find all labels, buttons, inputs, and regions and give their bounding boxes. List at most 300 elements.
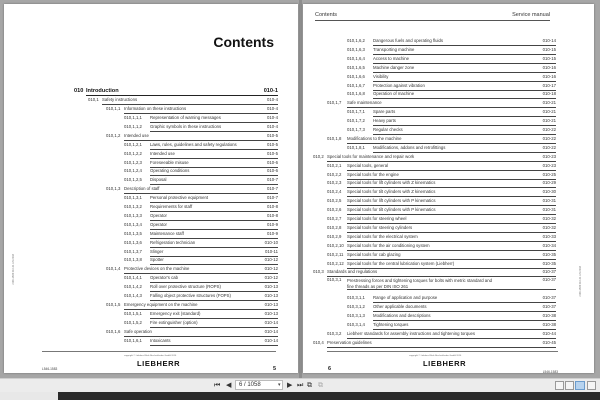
prev-page-button[interactable]: ◀ (226, 382, 232, 389)
toc-entry-title (347, 224, 556, 233)
toc-entry-title (150, 123, 278, 132)
toc-entry-text: Visibility (373, 73, 389, 79)
toc-entry-page: 010-4 (267, 97, 278, 103)
toc-entry-page: 010-16 (542, 73, 556, 79)
toc-entry-title (150, 167, 278, 176)
toc-entry[interactable] (347, 144, 556, 153)
toc-entry-number: 010,1,2,3 (124, 159, 142, 165)
toc-entry[interactable] (124, 123, 278, 132)
toc-entry-number: 010,3 (313, 269, 324, 275)
toc-entry-number: 010,3,1 (327, 277, 342, 283)
toc-entry-page: 010-12 (264, 275, 278, 281)
liebherr-logo: LIEBHERR (137, 359, 181, 368)
toc-entry-text: Special tools for tilt cylinders with P kinematics (347, 207, 436, 213)
toc-entry-number: 010,2,1 (327, 162, 342, 168)
toc-entry-number: 010,1,4,3 (124, 293, 142, 298)
toc-entry[interactable] (124, 337, 278, 346)
toc-entry-page: 010-16 (542, 64, 556, 70)
toc-entry[interactable] (347, 37, 556, 46)
toc-entry-number: 010,1,7 (327, 100, 342, 106)
toc-entry-title (150, 221, 278, 230)
toc-entry-text: Special tools for lift cylinders with P kinematics (347, 198, 436, 204)
toc-entry[interactable] (124, 248, 278, 257)
toc-entry[interactable] (347, 321, 556, 330)
toc-entry[interactable] (327, 251, 556, 260)
toc-entry-title (373, 144, 556, 153)
toc-entry-text: Modifications and descriptions (373, 313, 431, 319)
copyright-text: copyright © Liebherr-Werk Bischofshofen GmbH 2016 (409, 355, 462, 357)
toc-entry-number: 010,3,1,4 (347, 322, 365, 327)
toc-entry-text: Spare parts (373, 109, 396, 115)
toc-entry-text: Tightening torques (373, 322, 409, 327)
toc-entry-page: 010-25 (542, 171, 556, 177)
toc-entry-page: 010-22 (542, 135, 556, 141)
toc-entry[interactable] (327, 197, 556, 206)
toc-entry-number: 010,1,8 (327, 135, 342, 141)
toc-entry-title (327, 268, 556, 277)
toc-entry-number: 010,1,6,8 (347, 91, 365, 97)
toc-entry-text: Special tools, general (347, 162, 389, 168)
toc-entry-number: 010,1,3,8 (124, 257, 142, 263)
toc-entry-number: 010,1,3 (106, 186, 121, 192)
toc-entry[interactable] (124, 194, 278, 203)
toc-entry-title (150, 230, 278, 239)
toc-entry[interactable] (327, 188, 556, 197)
toc-entry[interactable] (327, 260, 556, 269)
toc-entry-number: 010,2,9 (327, 233, 342, 239)
toc-entry[interactable] (347, 73, 556, 82)
liebherr-logo: LIEBHERR (423, 359, 467, 368)
toc-entry-title (373, 55, 556, 64)
toc-entry[interactable] (327, 242, 556, 251)
taskbar (0, 392, 600, 400)
toc-entry-text: Slinger (150, 248, 164, 254)
toc-entry-text: Intended use (150, 150, 175, 156)
toc-entry-title (373, 90, 556, 99)
toc-entry-text: Spotter (150, 257, 164, 263)
toc-entry[interactable] (327, 224, 556, 233)
toc-entry-number: 010,1,3,3 (124, 212, 142, 218)
toc-entry-title (327, 339, 556, 348)
toc-entry[interactable] (106, 301, 278, 310)
toc-entry[interactable] (327, 233, 556, 242)
toc-entry[interactable] (124, 176, 278, 185)
toc-entry-page: 010-37 (542, 269, 556, 275)
toc-entry-title (150, 274, 278, 283)
toc-entry-number: 010,1,2 (106, 132, 121, 138)
toc-entry-title (150, 239, 278, 248)
toc-entry-text: Prestressing forces and tightening torques for bolts with metric standard and fine threads as per DIN ISO 261 (347, 278, 492, 289)
toc-entry[interactable] (124, 159, 278, 168)
toc-entry-number: 010,2,7 (327, 216, 342, 221)
taskbar-left-area (0, 392, 58, 400)
toc-entry-text: Heavy parts (373, 118, 396, 124)
toc-entry-number: 010,2,11 (327, 251, 344, 257)
toc-entry[interactable] (124, 212, 278, 221)
toc-entry[interactable] (313, 268, 556, 277)
toc-entry-text: Transporting machine (373, 46, 415, 52)
toc-entry-text: Protective devices on the machine (124, 266, 190, 272)
toc-entry[interactable] (327, 215, 556, 224)
toc-entry[interactable] (124, 274, 278, 283)
toc-entry-title (150, 194, 278, 203)
toc-entry-title (150, 248, 278, 257)
toc-entry-text: Operator (150, 221, 167, 227)
toc-entry-page: 010-14 (264, 337, 278, 343)
toc-entry-text: Operator (150, 212, 167, 218)
toc-entry-page: 010-44 (542, 330, 556, 336)
toc-entry[interactable] (124, 283, 278, 292)
toc-entry-number: 010,3,2 (327, 330, 342, 336)
toc-entry[interactable] (327, 179, 556, 188)
toc-entry-title (150, 283, 278, 292)
header-left: Contents (315, 12, 338, 18)
copy-page-icon[interactable]: ⧉ (307, 382, 312, 389)
toc-entry-text: Modifications, addons and retrofittings (373, 144, 446, 150)
toc-entry-text: Special tools for the engine (347, 171, 399, 177)
toc-entry-title (373, 321, 556, 330)
toc-entry-number: 010,1,6,7 (347, 82, 365, 88)
page-number-input[interactable] (235, 380, 283, 390)
toc-entry[interactable] (347, 126, 556, 135)
toc-entry-text: Graphic symbols in these instructions (150, 123, 222, 129)
toc-entry[interactable] (124, 239, 278, 248)
toc-entry-number: 010,2,12 (327, 260, 344, 266)
toc-entry-number: 010,1,3,7 (124, 248, 142, 254)
toc-entry-page: 010-9 (267, 221, 278, 227)
document-id: L546-1583 (42, 367, 58, 371)
toc-entry-title (150, 176, 278, 185)
page-5 (4, 4, 298, 373)
toc-entry[interactable] (88, 96, 278, 105)
continuous-view-icon[interactable] (565, 381, 574, 390)
toc-entry-number: 010,1,2,1 (124, 141, 142, 147)
toc-entry-page: 010-35 (542, 251, 556, 257)
toc-entry-page: 010-37 (542, 304, 556, 310)
toc-entry-text: Range of application and purpose (373, 295, 438, 301)
toc-entry-title (124, 105, 278, 114)
footer-divider (327, 351, 558, 352)
toc-entry[interactable] (124, 256, 278, 265)
toc-entry-text: Laws, rules, guidelines and safety regulations (150, 141, 237, 147)
toc-entry-number: 010,3,1,1 (347, 295, 365, 301)
toc-entry-number: 010,1,3,2 (124, 204, 142, 209)
toc-entry[interactable] (327, 330, 556, 339)
toc-entry-page: 010-22 (542, 127, 556, 132)
toc-entry[interactable] (327, 277, 556, 294)
toc-entry-text: Dangerous fuels and operating fluids (373, 38, 443, 43)
toc-entry-text: Access to machine (373, 55, 410, 61)
toc-entry-title (373, 312, 556, 321)
toc-entry-title (347, 330, 556, 339)
toc-entry-title (150, 310, 278, 319)
toc-entry-text: Operator's cab (150, 275, 179, 281)
toc-entry-title (102, 96, 278, 105)
toc-entry-page: 010-22 (542, 144, 556, 150)
toc-entry-page: 010-4 (267, 123, 278, 129)
toc-entry-number: 010,1,2,5 (124, 177, 142, 183)
toc-entry-number: 010,1,3,4 (124, 221, 142, 227)
toc-entry-text: Machine danger zone (373, 64, 415, 70)
toc-entry-text: Special tools for tilt cylinders with Z kinematics (347, 189, 436, 195)
toc-entry-number: 010,2,10 (327, 242, 344, 248)
toc-entry-number: 010,2,3 (327, 180, 342, 186)
page-6 (303, 4, 594, 373)
toc-entry-page: 010-8 (267, 212, 278, 218)
toc-entry-text: Foreseeable misuse (150, 159, 189, 165)
toc-entry[interactable] (106, 185, 278, 194)
toc-entry-title (150, 337, 278, 346)
toc-entry-title (373, 303, 556, 312)
toc-entry-text: Special tools for the central lubrication system (Liebherr) (347, 260, 455, 266)
toc-entry-number: 010,2 (313, 153, 324, 159)
toc-entry-page: 010-38 (542, 313, 556, 319)
page-title: Contents (213, 34, 274, 50)
toc-entry-page: 010-15 (542, 55, 556, 61)
toc-entry-number: 010,1,6,5 (347, 64, 365, 70)
toc-entry-page: 010-21 (542, 109, 556, 115)
toc-entry-page: 010-1 (263, 88, 278, 94)
toc-entry-page: 010-21 (542, 118, 556, 124)
toc-entry[interactable] (347, 82, 556, 91)
toc-entry-text: Other applicable documents (373, 304, 427, 310)
toc-entry-title (327, 153, 556, 162)
toc-entry-title (347, 99, 556, 108)
toc-entry-page: 010-29 (542, 180, 556, 186)
toc-entry[interactable] (327, 206, 556, 215)
toc-entry-page: 010-17 (542, 82, 556, 88)
toc-entry-number: 010,1,6,4 (347, 55, 365, 61)
two-page-view-icon[interactable] (575, 381, 585, 390)
toc-entry-title (124, 265, 278, 274)
toc-entry[interactable] (124, 203, 278, 212)
toc-entry-number: 010,1,6,3 (347, 46, 365, 52)
toc-entry-page: 010-7 (267, 195, 278, 201)
toc-entry-title (347, 260, 556, 269)
toc-entry[interactable] (106, 132, 278, 141)
toc-entry-number: 010 (74, 88, 84, 94)
toc-entry-text: Modifications to the machine (347, 135, 402, 141)
toc-entry-text: Operating conditions (150, 168, 190, 174)
toc-entry-text: Roll over protective structure (ROPS) (150, 284, 221, 290)
toc-entry-text: Refrigeration technician (150, 239, 196, 245)
two-page-continuous-view-icon[interactable] (587, 381, 596, 390)
toc-entry-number: 010,1,5,2 (124, 319, 142, 325)
toc-entry[interactable] (347, 55, 556, 64)
toc-entry-title (373, 82, 556, 91)
toc-entry-number: 010,1,8,1 (347, 144, 365, 150)
toc-entry-page: 010-35 (542, 260, 556, 266)
toc-entry-page: 010-12 (264, 257, 278, 263)
last-page-button[interactable]: ⏭ (297, 382, 304, 389)
toc-entry-page: 010-31 (542, 207, 556, 213)
side-reference-text: L546-1583 010-01 EN 2016 (579, 266, 582, 297)
toc-entry-number: 010,2,6 (327, 207, 342, 213)
toc-entry-page: 010-5 (267, 150, 278, 156)
toc-entry-page: 010-5 (267, 141, 278, 147)
toc-entry[interactable] (313, 339, 556, 348)
toc-entry-title (373, 64, 556, 73)
toc-entry[interactable] (124, 221, 278, 230)
toc-entry-title (347, 277, 556, 290)
toc-entry[interactable] (124, 310, 278, 319)
toc-entry-number: 010,2,8 (327, 224, 342, 230)
toc-entry-page: 010-32 (542, 224, 556, 230)
toc-entry-page: 010-38 (542, 322, 556, 327)
toc-entry-page: 010-6 (267, 159, 278, 165)
toc-entry-text: Information on these instructions (124, 106, 187, 112)
side-reference-text: L546-1583 010-01 EN 2016 (12, 254, 15, 285)
toc-entry-number: 010,2,2 (327, 171, 342, 177)
header-right: Service manual (512, 12, 550, 18)
toc-entry-text: Standards and regulations (327, 269, 378, 275)
toc-entry[interactable] (124, 230, 278, 239)
document-id: L546-1583 (542, 370, 558, 374)
copyright-text: copyright © Liebherr-Werk Bischofshofen GmbH 2016 (124, 355, 177, 357)
toc-entry-page: 010-45 (542, 339, 556, 345)
toc-entry-page: 010-6 (267, 168, 278, 174)
toc-entry-title (150, 150, 278, 159)
toc-entry-title (347, 206, 556, 215)
toc-entry-title (373, 117, 556, 126)
toc-entry-page: 010-15 (542, 46, 556, 52)
toc-entry-number: 010,1 (88, 97, 99, 103)
toc-entry[interactable] (347, 108, 556, 117)
toc-entry[interactable] (347, 294, 556, 303)
toc-entry[interactable] (327, 162, 556, 171)
toc-entry-title (150, 159, 278, 168)
toc-entry[interactable] (347, 90, 556, 99)
toc-entry-page: 010-14 (264, 328, 278, 334)
toc-entry[interactable] (124, 167, 278, 176)
toc-entry-page: 010-37 (542, 295, 556, 301)
toc-entry-number: 010,1,1,2 (124, 123, 142, 129)
toc-entry-page: 010-23 (542, 162, 556, 168)
toc-entry-number: 010,2,4 (327, 189, 342, 195)
toc-entry-text: Special tools for steering wheel (347, 216, 407, 221)
toc-entry-page: 010-14 (542, 38, 556, 43)
toc-entry-text: Liebherr standards for assembly instructions and tightening torques (347, 330, 476, 336)
toc-entry-page: 010-13 (264, 301, 278, 307)
toc-entry-title (124, 301, 278, 310)
toc-entry-number: 010,1,4,2 (124, 284, 142, 290)
first-page-button[interactable]: ⏮ (214, 382, 221, 389)
toc-entry[interactable] (347, 46, 556, 55)
toc-entry-text: Protection against vibration (373, 82, 425, 88)
toc-entry-title (150, 212, 278, 221)
toc-entry-title (150, 114, 278, 123)
toc-entry-page: 010-31 (542, 198, 556, 204)
toc-entry[interactable] (74, 87, 278, 96)
toc-entry-title (347, 197, 556, 206)
toc-entry-number: 010,1,1 (106, 106, 121, 112)
toc-entry-number: 010,4 (313, 339, 324, 345)
toc-entry-title (347, 251, 556, 260)
single-page-view-icon[interactable] (555, 381, 564, 390)
toc-entry-text: Special tools for steering cylinders (347, 224, 413, 230)
toc-entry-title (124, 132, 278, 141)
toc-entry-page: 010-10 (264, 239, 278, 245)
toc-entry-page: 010-5 (267, 132, 278, 138)
page-number: 5 (272, 366, 276, 372)
toc-entry-text: Maintenance staff (150, 230, 184, 236)
toc-entry-page: 010-37 (542, 277, 556, 283)
toc-entry-page: 010-13 (264, 293, 278, 298)
toc-entry-title (347, 171, 556, 180)
toc-entry-number: 010,1,6,1 (124, 337, 142, 343)
toc-entry-text: Special tools for the air conditioning system (347, 242, 430, 248)
toc-entry-page: 010-11 (264, 248, 278, 254)
toc-entry[interactable] (124, 292, 278, 301)
toc-entry[interactable] (313, 153, 556, 162)
toc-entry[interactable] (347, 117, 556, 126)
footer-divider (42, 351, 276, 352)
toc-entry-text: Fire extinguisher (option) (150, 319, 198, 325)
toc-entry-title (150, 141, 278, 150)
toc-entry[interactable] (327, 135, 556, 144)
toc-entry[interactable] (347, 64, 556, 73)
toc-entry-page: 010-7 (267, 186, 278, 192)
toc-entry[interactable] (124, 141, 278, 150)
next-page-button[interactable]: ▶ (287, 382, 293, 389)
page-dropdown-chevron-icon[interactable]: ▾ (278, 382, 281, 388)
toc-entry[interactable] (124, 150, 278, 159)
running-header (315, 12, 550, 21)
toc-entry-title (373, 46, 556, 55)
toc-entry-page: 010-13 (264, 310, 278, 316)
toc-entry-title (347, 179, 556, 188)
toc-entry-number: 010,1,6,6 (347, 73, 365, 79)
toc-entry[interactable] (347, 312, 556, 321)
toc-entry[interactable] (327, 99, 556, 108)
toc-entry-text: Intended use (124, 132, 149, 138)
toc-entry-number: 010,1,3,5 (124, 230, 142, 236)
toc-entry-title (373, 294, 556, 303)
toc-entry[interactable] (106, 105, 278, 114)
toc-entry[interactable] (106, 328, 278, 337)
toc-entry-text: Introduction (86, 88, 119, 94)
toc-entry-title (347, 215, 556, 224)
toc-entry-title (150, 256, 278, 265)
toc-entry-text: Special tools for maintenance and repair work (327, 153, 415, 159)
toc-entry-page: 010-9 (267, 230, 278, 236)
toc-entry-number: 010,3,1,2 (347, 304, 365, 310)
toc-entry-text: Intoxicants (150, 337, 171, 343)
toc-entry-text: Safe maintenance (347, 100, 382, 106)
toc-entry-text: Personal protective equipment (150, 195, 209, 201)
toc-entry-text: Falling object protective structures (FOPS) (150, 293, 231, 298)
toc-entry-page: 010-30 (542, 189, 556, 195)
toc-entry-number: 010,1,7,3 (347, 127, 365, 132)
toc-entry[interactable] (124, 319, 278, 328)
toc-entry-title (86, 87, 278, 96)
toc-entry[interactable] (327, 171, 556, 180)
toc-entry-text: Special tools for cab glazing (347, 251, 401, 257)
toc-entry-text: Requirements for staff (150, 204, 193, 209)
page-number: 6 (328, 366, 332, 372)
paste-page-icon[interactable]: ⧉ (318, 382, 323, 389)
toc-entry[interactable] (347, 303, 556, 312)
toc-entry[interactable] (124, 114, 278, 123)
toc-entry-number: 010,1,6,2 (347, 38, 365, 43)
toc-entry-title (373, 126, 556, 135)
toc-entry-page: 010-21 (542, 100, 556, 106)
toc-entry-number: 010,1,3,1 (124, 195, 142, 201)
toc-entry-title (347, 162, 556, 171)
toc-entry-page: 010-32 (542, 216, 556, 221)
toc-entry-text: Special tools for lift cylinders with Z kinematics (347, 180, 436, 186)
toc-entry[interactable] (106, 265, 278, 274)
